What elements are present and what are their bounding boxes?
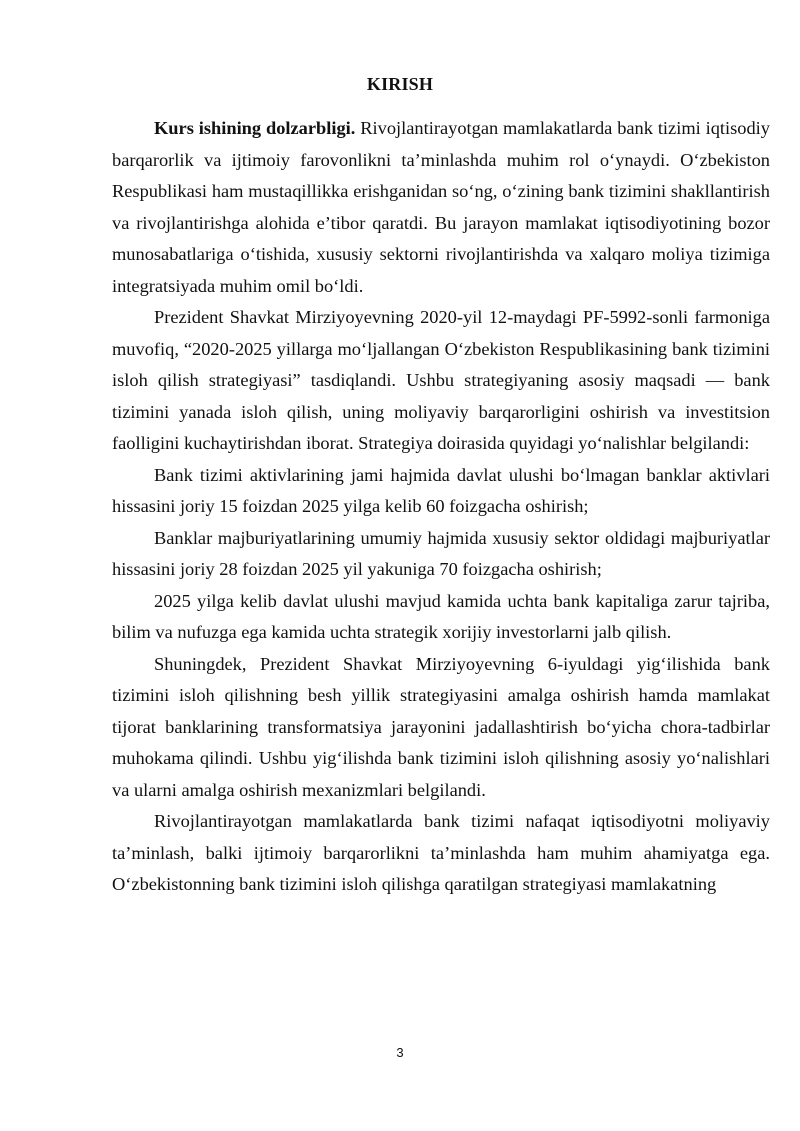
- paragraph-liabilities-goal: Banklar majburiyatlarining umumiy hajmida xususiy sektor oldidagi majburiyatlar hissasini joriy 28 foizdan 2025 yil yakuniga 70 foizgacha oshirish;: [112, 527, 770, 579]
- paragraph-meeting: Shuningdek, Prezident Shavkat Mirziyoyevning 6-iyuldagi yig‘ilishida bank tizimini isloh qilishning besh yillik strategiyasini amalga oshirish hamda mamlakat tijorat banklarining transformatsiya jarayonini jadallashtirish bo‘yicha chora-tadbirlar muhokama qilindi. Ushbu yig‘ilishda bank tizimini isloh qilishning asosiy yo‘nalishlari va ularni amalga oshirish mexanizmlari belgilandi.: [112, 653, 770, 800]
- paragraph-strategy: Prezident Shavkat Mirziyoyevning 2020-yil 12-maydagi PF-5992-sonli farmoniga muvofiq, “2020-2025 yillarga mo‘ljallangan O‘zbekiston Respublikasining bank tizimini isloh qilish strategiyasi” tasdiqlandi. Ushbu strategiyaning asosiy maqsadi — bank tizimini yanada isloh qilish, uning moliyaviy barqarorligini oshirish va investitsion faolligini kuchaytirishdan iborat. Strategiya doirasida quyidagi yo‘nalishlar belgilandi:: [112, 307, 770, 453]
- page-number: 3: [396, 1045, 404, 1060]
- paragraph-text: Rivojlantirayotgan mamlakatlarda bank tizimi iqtisodiy barqarorlik va ijtimoiy farovonlikni ta’minlashda muhim rol o‘ynaydi. O‘zbekiston Respublikasi ham mustaqillikka erishganidan so‘ng, o‘zining bank tizimini shakllantirish va rivojlantirishga alohida e’tibor qaratdi. Bu jarayon mamlakat iqtisodiyotining bozor munosabatlariga o‘tishida, xususiy sektorni rivojlantirishda va xalqaro moliya tizimiga integratsiyada muhim omil bo‘ldi.: [112, 118, 770, 296]
- paragraph-investors-goal: 2025 yilga kelib davlat ulushi mavjud kamida uchta bank kapitaliga zarur tajriba, bilim va nufuzga ega kamida uchta strategik xorijiy investorlarni jalb qilish.: [112, 590, 770, 642]
- section-heading: KIRISH: [366, 74, 434, 94]
- paragraph-assets-goal: Bank tizimi aktivlarining jami hajmida davlat ulushi bo‘lmagan banklar aktivlari hissasini joriy 15 foizdan 2025 yilga kelib 60 foizgacha oshirish;: [112, 464, 770, 516]
- paragraph-lead: Kurs ishining dolzarbligi.: [154, 118, 356, 138]
- paragraph-relevance: [112, 113, 770, 302]
- paragraph-significance: Rivojlantirayotgan mamlakatlarda bank tizimi nafaqat iqtisodiyotni moliyaviy ta’minlash, balki ijtimoiy barqarorlikni ta’minlashda ham muhim ahamiyatga ega. O‘zbekistonning bank tizimini isloh qilishga qaratilgan strategiyasi mamlakatning: [112, 811, 770, 894]
- body-text: [112, 113, 770, 901]
